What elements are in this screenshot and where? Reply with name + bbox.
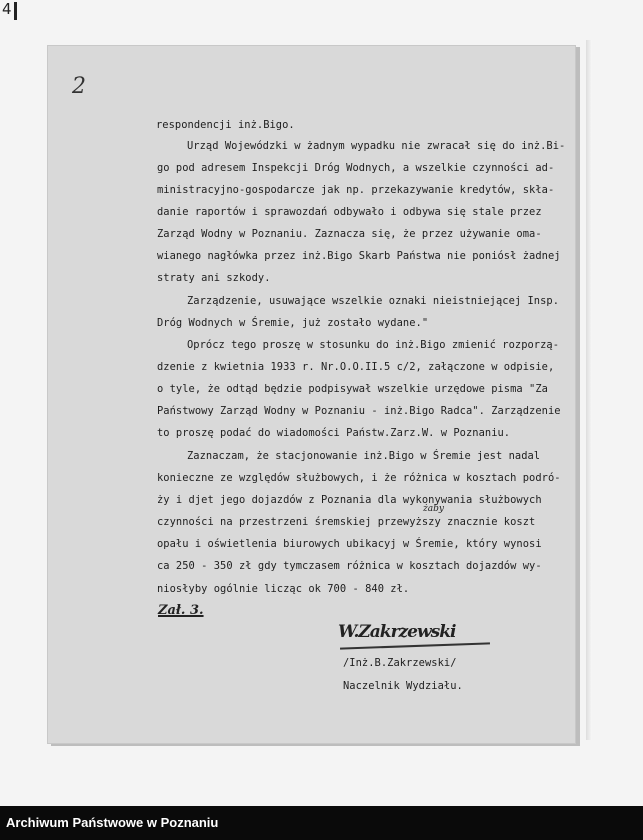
text-line: ministracyjno-gospodarcze jak np. przekazywanie kredytów, skła- [157, 184, 555, 196]
text-line: go pod adresem Inspekcji Dróg Wodnych, a wszelkie czynności ad- [157, 162, 555, 174]
handwritten-attachment-note: Zał. 3. [158, 603, 204, 618]
signatory-name: /Inż.B.Zakrzewski/ [343, 657, 457, 669]
text-line: konieczne ze względów służbowych, i że różnica w kosztach podró- [157, 472, 561, 484]
frame-number: 4 [2, 0, 12, 18]
text-line: ży i djet jego dojazdów z Poznania dla wykonywania służbowych [157, 494, 542, 506]
text-line: danie raportów i sprawozdań odbywało i odbywa się stale przez [157, 206, 542, 218]
text-line: Urząd Wojewódzki w żadnym wypadku nie zwracał się do inż.Bi- [187, 140, 566, 152]
paper-edge [586, 40, 592, 740]
text-line: ca 250 - 350 zł gdy tymczasem różnica w kosztach dojazdów wy- [157, 560, 542, 572]
text-line: Zarząd Wodny w Poznaniu. Zaznacza się, że przez używanie oma- [157, 228, 542, 240]
handwritten-insertion: żaby [423, 504, 444, 514]
text-line: respondencji inż.Bigo. [156, 119, 295, 131]
text-line: straty ani szkody. [157, 272, 271, 284]
text-line: to proszę podać do wiadomości Państw.Zarz.W. w Poznaniu. [157, 427, 511, 439]
handwritten-signature: W.Zakrzewski [338, 622, 456, 642]
text-line: dzenie z kwietnia 1933 r. Nr.O.O.II.5 c/2, załączone w odpisie, [157, 361, 555, 373]
text-line: niosłyby ogólnie licząc ok 700 - 840 zł. [157, 583, 410, 595]
text-line: Zarządzenie, usuwające wszelkie oznaki nieistniejącej Insp. [187, 295, 560, 307]
archive-name: Archiwum Państwowe w Poznaniu [6, 815, 219, 830]
signatory-title: Naczelnik Wydziału. [343, 680, 463, 692]
text-line: Dróg Wodnych w Śremie, już zostało wydane." [157, 317, 429, 329]
text-line: wianego nagłówka przez inż.Bigo Skarb Państwa nie poniósł żadnej [157, 250, 561, 262]
page-number: 2 [72, 74, 86, 99]
archive-footer-bar [0, 806, 643, 840]
text-line: Zaznaczam, że stacjonowanie inż.Bigo w Śremie jest nadal [187, 450, 541, 462]
text-line: o tyle, że odtąd będzie podpisywał wszelkie urzędowe pisma "Za [157, 383, 548, 395]
text-line: Państwowy Zarząd Wodny w Poznaniu - inż.Bigo Radca". Zarządzenie [157, 405, 561, 417]
text-line: opału i oświetlenia biurowych ubikacyj w Śremie, który wynosi [157, 538, 542, 550]
text-line: Oprócz tego proszę w stosunku do inż.Bigo zmienić rozporzą- [187, 339, 560, 351]
frame-edge-mark [14, 2, 17, 20]
text-line: czynności na przestrzeni śremskiej przewyższy znacznie koszt [157, 516, 536, 528]
